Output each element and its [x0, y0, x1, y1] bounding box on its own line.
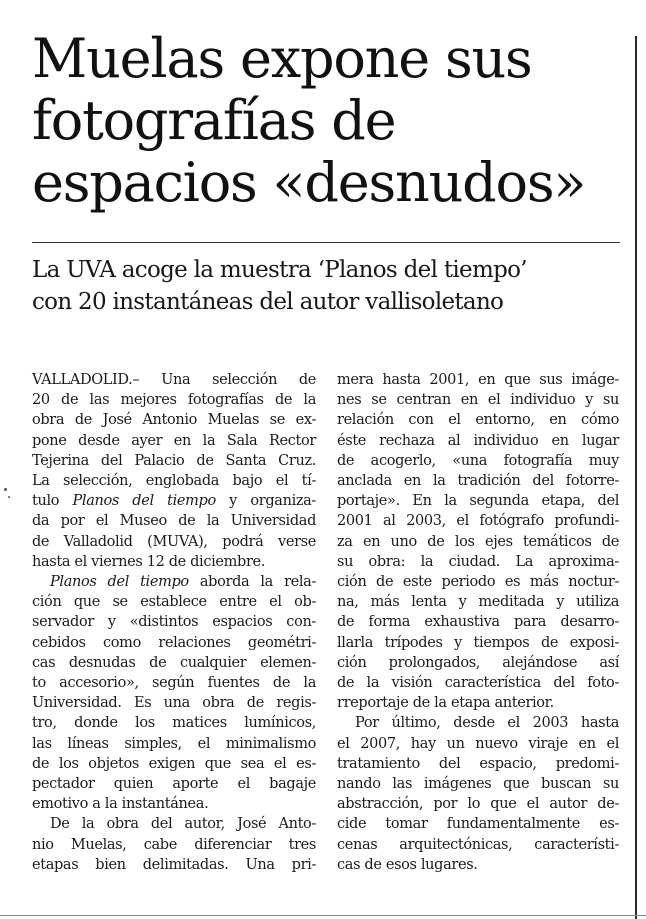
body-text-run: llarla trípodes y tiempos de exposi- [337, 634, 619, 651]
body-text-line [32, 511, 316, 531]
body-text-line [32, 693, 316, 713]
body-text-line [337, 471, 619, 491]
body-text-run: las líneas simples, el minimalismo [32, 735, 316, 752]
body-text-run: aborda la rela- [188, 574, 317, 591]
body-text-line [337, 693, 619, 713]
body-text-line [337, 592, 619, 612]
body-text-line [32, 572, 316, 592]
body-text-line [32, 774, 316, 794]
body-text-line [32, 673, 316, 693]
italic-title-text: Planos del tiempo [50, 574, 189, 591]
body-text-line [337, 855, 619, 875]
body-text-line [32, 410, 316, 430]
body-text-line [337, 572, 619, 592]
body-text-run: La selección, englobada bajo el tí- [32, 473, 316, 490]
body-text-line [337, 754, 619, 774]
body-text-line [337, 390, 619, 410]
scan-edge-bottom [0, 915, 646, 916]
body-text-line [32, 491, 316, 511]
body-text-line [32, 633, 316, 653]
body-text-run: éste rechaza al individuo en lugar [337, 432, 619, 449]
body-text-line [337, 491, 619, 511]
article-column-right [337, 370, 619, 875]
body-text-run: VALLADOLID.– Una selección de [32, 372, 316, 388]
body-text-line [337, 633, 619, 653]
body-text-run: nes se centran en el individuo y su [337, 392, 619, 409]
body-text-line [337, 532, 619, 552]
article-column-left [32, 370, 316, 875]
body-text-run: na, más lenta y meditada y utiliza [337, 594, 619, 611]
headline-line: fotografías de [32, 89, 396, 152]
body-text-line [32, 390, 316, 410]
body-text-run: nando las imágenes que buscan su [337, 776, 619, 793]
body-text-run: el 2007, hay un nuevo viraje en el [337, 735, 619, 752]
body-text-line [337, 511, 619, 531]
body-text-line [32, 814, 316, 834]
body-text-line [32, 734, 316, 754]
body-text-line [337, 451, 619, 471]
body-text-run: pone desde ayer en la Sala Rector [32, 432, 316, 449]
body-text-line [337, 653, 619, 673]
body-text-run: pectador quien aporte el bagaje [32, 776, 316, 793]
body-text-run: de Valladolid (MUVA), podrá verse [32, 533, 316, 550]
body-text-line [32, 855, 316, 875]
body-text-run: cas desnudas de cualquier elemen- [32, 654, 316, 671]
scan-speck [4, 488, 7, 491]
body-text-run: De la obra del autor, José Anto- [50, 816, 316, 833]
headline-rule [32, 242, 620, 243]
body-text-run: ción que se establece entre el ob- [32, 594, 316, 611]
body-text-run: relación con el entorno, en cómo [337, 412, 619, 429]
body-text-run: ción de este periodo es más noctur- [337, 574, 619, 591]
body-text-run: Tejerina del Palacio de Santa Cruz. [32, 452, 316, 469]
body-text-run: da por el Museo de la Universidad [32, 513, 316, 530]
body-text-line [32, 532, 316, 552]
body-text-run: tratamiento del espacio, predomi- [337, 755, 619, 772]
body-text-run: servador y «distintos espacios con- [32, 614, 316, 631]
body-text-line [337, 835, 619, 855]
body-text-run: etapas bien delimitadas. Una pri- [32, 856, 316, 873]
body-text-run: portaje». En la segunda etapa, del [337, 493, 619, 510]
body-text-run: cenas arquitectónicas, característi- [337, 836, 619, 853]
subheadline-line: La UVA acoge la muestra ‘Planos del tiempo’ [32, 257, 527, 283]
body-text-line [32, 713, 316, 733]
body-text-run: cas de esos lugares. [337, 856, 478, 873]
body-text-run: de forma exhaustiva para desarro- [337, 614, 619, 631]
body-text-line [32, 653, 316, 673]
body-text-run: anclada en la tradición del fotorre- [337, 473, 619, 490]
body-text-run: tro, donde los matices lumínicos, [32, 715, 316, 732]
italic-title-text: Planos del tiempo [72, 493, 216, 510]
body-text-line [337, 734, 619, 754]
body-text-line [337, 814, 619, 834]
body-text-line [337, 552, 619, 572]
body-text-run: 2001 al 2003, el fotógrafo profundi- [337, 513, 619, 530]
body-text-run: 20 de las mejores fotografías de la [32, 392, 316, 409]
body-text-line [32, 794, 316, 814]
body-text-line [32, 592, 316, 612]
body-text-run: za en uno de los ejes temáticos de [337, 533, 619, 550]
body-text-run: ción prolongados, alejándose así [337, 654, 619, 671]
body-text-run: abstracción, por lo que el autor de- [337, 796, 619, 813]
body-text-run: obra de José Antonio Muelas se ex- [32, 412, 316, 429]
body-text-line [32, 835, 316, 855]
body-text-line [32, 754, 316, 774]
body-text-line [337, 673, 619, 693]
body-text-line [32, 552, 316, 572]
body-text-line [337, 612, 619, 632]
headline-line: Muelas expone sus [32, 27, 532, 90]
body-text-run: su obra: la ciudad. La aproxima- [337, 553, 619, 570]
body-text-line [337, 774, 619, 794]
body-text-run: Por último, desde el 2003 hasta [355, 715, 619, 732]
body-text-run: mera hasta 2001, en que sus imáge- [337, 372, 619, 388]
subheadline-line: con 20 instantáneas del autor vallisoletano [32, 289, 504, 315]
body-text-run: de la visión característica del foto- [337, 675, 619, 692]
body-text-line [337, 410, 619, 430]
body-text-line [32, 612, 316, 632]
body-text-run: cebidos como relaciones geométri- [32, 634, 316, 651]
scan-speck [8, 496, 10, 498]
body-text-run: rreportaje de la etapa anterior. [337, 695, 554, 712]
body-text-run: tulo [32, 493, 73, 510]
body-text-run: cide tomar fundamentalmente es- [337, 816, 619, 833]
body-text-run: y organiza- [215, 493, 316, 510]
body-text-line [337, 431, 619, 451]
body-text-run: de los objetos exigen que sea el es- [32, 755, 316, 772]
body-text-run: nio Muelas, cabe diferenciar tres [32, 836, 316, 853]
body-text-line [32, 471, 316, 491]
body-text-line [337, 794, 619, 814]
subheadline [32, 254, 632, 318]
body-text-line [32, 451, 316, 471]
body-text-run: emotivo a la instantánea. [32, 796, 209, 813]
body-text-line [32, 431, 316, 451]
body-text-line [337, 713, 619, 733]
headline [32, 28, 632, 214]
headline-line: espacios «desnudos» [32, 151, 586, 214]
body-text-run: Universidad. Es una obra de regis- [32, 695, 316, 712]
body-text-run: to accesorio», según fuentes de la [32, 675, 316, 692]
body-text-run: hasta el viernes 12 de diciembre. [32, 553, 266, 570]
body-text-line [32, 370, 316, 390]
body-text-run: de acogerlo, «una fotografía muy [337, 452, 619, 469]
scan-edge-right [635, 36, 637, 919]
body-text-line [337, 370, 619, 390]
